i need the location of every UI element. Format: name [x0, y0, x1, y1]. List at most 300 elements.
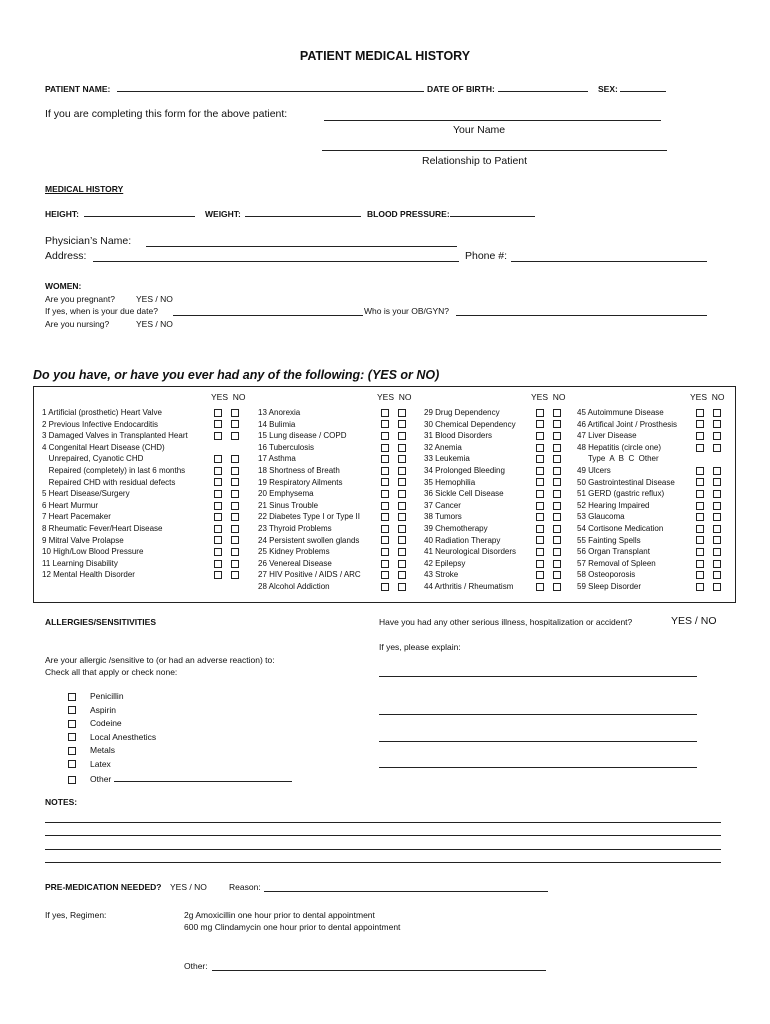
no-checkbox-icon[interactable]: [231, 560, 239, 568]
condition-yes-no: [214, 488, 248, 500]
yes-checkbox-icon[interactable]: [214, 548, 222, 556]
condition-yes-no: [696, 477, 730, 489]
yes-checkbox-icon[interactable]: [536, 513, 544, 521]
condition-yes-no: [214, 477, 248, 489]
condition-label: 50 Gastrointestinal Disease: [577, 477, 675, 487]
condition-label: 57 Removal of Spleen: [577, 558, 656, 568]
condition-yes-no: [214, 511, 248, 523]
no-checkbox-icon[interactable]: [398, 525, 406, 533]
allergy-question-2: Check all that apply or check none:: [45, 667, 178, 677]
condition-yes-no: [536, 477, 570, 489]
illness-explain-line[interactable]: [379, 741, 697, 742]
yes-checkbox-icon[interactable]: [696, 548, 704, 556]
pregnant-yes-no[interactable]: YES / NO: [136, 294, 173, 304]
yes-checkbox-icon[interactable]: [696, 525, 704, 533]
no-checkbox-icon[interactable]: [713, 513, 721, 521]
no-checkbox-icon[interactable]: [398, 455, 406, 463]
weight-field[interactable]: [245, 216, 361, 217]
condition-yes-no: [381, 569, 415, 581]
condition-label: 56 Organ Transplant: [577, 547, 650, 557]
yes-checkbox-icon[interactable]: [381, 444, 389, 452]
condition-label: 45 Autoimmune Disease: [577, 408, 664, 417]
yes-checkbox-icon[interactable]: [696, 432, 704, 440]
relationship-caption: Relationship to Patient: [422, 155, 528, 167]
yes-checkbox-icon[interactable]: [696, 536, 704, 544]
physician-name-label: Physician’s Name:: [45, 235, 132, 247]
condition-yes-no: [696, 535, 730, 547]
condition-yes-no: [381, 430, 415, 442]
no-checkbox-icon[interactable]: [713, 525, 721, 533]
no-checkbox-icon[interactable]: [231, 502, 239, 510]
no-checkbox-icon[interactable]: [553, 444, 561, 452]
due-date-field[interactable]: [173, 315, 363, 316]
condition-label: 10 High/Low Blood Pressure: [42, 547, 144, 557]
yes-checkbox-icon[interactable]: [381, 478, 389, 486]
no-checkbox-icon[interactable]: [398, 478, 406, 486]
patient-name-field[interactable]: [117, 91, 424, 92]
no-checkbox-icon[interactable]: [553, 420, 561, 428]
premed-label: PRE-MEDICATION NEEDED?: [45, 882, 162, 892]
yes-checkbox-icon[interactable]: [696, 444, 704, 452]
due-date-question: If yes, when is your due date?: [45, 306, 158, 316]
condition-label: 34 Prolonged Bleeding: [424, 466, 505, 475]
condition-yes-no: [536, 419, 570, 431]
phone-label: Phone #:: [465, 250, 508, 262]
condition-yes-no: [536, 535, 570, 547]
allergy-item-latex[interactable]: Latex: [68, 758, 292, 772]
checkbox-icon[interactable]: [68, 747, 76, 755]
allergy-item-aspirin[interactable]: Aspirin: [68, 704, 292, 718]
condition-yes-no: [696, 511, 730, 523]
yes-checkbox-icon[interactable]: [536, 420, 544, 428]
condition-label: Type A B C Other: [577, 454, 659, 464]
no-checkbox-icon[interactable]: [713, 432, 721, 440]
height-label: HEIGHT:: [45, 209, 79, 219]
yes-checkbox-icon[interactable]: [696, 583, 704, 591]
condition-yes-no: [214, 419, 248, 431]
no-checkbox-icon[interactable]: [231, 420, 239, 428]
condition-yes-no: [536, 453, 570, 465]
yes-checkbox-icon[interactable]: [696, 571, 704, 579]
no-checkbox-icon[interactable]: [398, 432, 406, 440]
yes-checkbox-icon[interactable]: [536, 560, 544, 568]
no-checkbox-icon[interactable]: [231, 478, 239, 486]
yes-checkbox-icon[interactable]: [214, 432, 222, 440]
yes-checkbox-icon[interactable]: [381, 455, 389, 463]
no-checkbox-icon[interactable]: [398, 490, 406, 498]
no-checkbox-icon[interactable]: [231, 490, 239, 498]
condition-label: 39 Chemotherapy: [424, 524, 488, 533]
yes-checkbox-icon[interactable]: [214, 536, 222, 544]
no-checkbox-icon[interactable]: [553, 502, 561, 510]
condition-yes-no: [536, 465, 570, 477]
no-checkbox-icon[interactable]: [713, 548, 721, 556]
obgyn-question: Who is your OB/GYN?: [364, 306, 450, 316]
checkbox-icon[interactable]: [68, 776, 76, 784]
no-checkbox-icon[interactable]: [398, 536, 406, 544]
condition-yes-no: [214, 569, 248, 581]
condition-label: 25 Kidney Problems: [258, 547, 330, 557]
illness-explain-line[interactable]: [379, 676, 697, 677]
condition-yes-no: [696, 546, 730, 558]
yes-checkbox-icon[interactable]: [536, 490, 544, 498]
condition-label: 5 Heart Disease/Surgery: [42, 489, 130, 499]
yes-checkbox-icon[interactable]: [381, 467, 389, 475]
no-checkbox-icon[interactable]: [713, 444, 721, 452]
no-checkbox-icon[interactable]: [713, 502, 721, 510]
condition-label: 6 Heart Murmur: [42, 500, 99, 510]
checkbox-icon[interactable]: [68, 693, 76, 701]
condition-yes-no: [536, 546, 570, 558]
yes-checkbox-icon[interactable]: [696, 502, 704, 510]
condition-yes-no: [536, 569, 570, 581]
yes-checkbox-icon[interactable]: [696, 560, 704, 568]
condition-yes-no: [214, 407, 248, 419]
yes-checkbox-icon[interactable]: [381, 490, 389, 498]
your-name-field[interactable]: [324, 120, 661, 121]
condition-label: 51 GERD (gastric reflux): [577, 489, 665, 499]
yes-checkbox-icon[interactable]: [536, 455, 544, 463]
allergies-heading: ALLERGIES/SENSITIVITIES: [45, 617, 156, 627]
condition-yes-no: [696, 419, 730, 431]
dob-field[interactable]: [498, 91, 588, 92]
no-checkbox-icon[interactable]: [553, 490, 561, 498]
yes-checkbox-icon[interactable]: [696, 467, 704, 475]
condition-yes-no: [536, 500, 570, 512]
yes-checkbox-icon[interactable]: [696, 420, 704, 428]
no-checkbox-icon[interactable]: [398, 560, 406, 568]
no-checkbox-icon[interactable]: [713, 571, 721, 579]
no-checkbox-icon[interactable]: [398, 502, 406, 510]
no-checkbox-icon[interactable]: [553, 583, 561, 591]
condition-label: 14 Bulimia: [258, 419, 296, 429]
condition-label: 23 Thyroid Problems: [258, 524, 332, 533]
weight-label: WEIGHT:: [205, 209, 241, 219]
condition-yes-no: [696, 558, 730, 570]
yes-checkbox-icon[interactable]: [536, 444, 544, 452]
no-checkbox-icon[interactable]: [231, 536, 239, 544]
condition-yes-no: [696, 488, 730, 500]
yes-checkbox-icon[interactable]: [214, 525, 222, 533]
regimen-other-label: Other:: [184, 961, 208, 971]
condition-yes-no: [381, 511, 415, 523]
condition-label: 52 Hearing Impaired: [577, 500, 650, 510]
patient-name-label: PATIENT NAME:: [45, 84, 111, 94]
no-checkbox-icon[interactable]: [231, 432, 239, 440]
condition-yes-no: [214, 453, 248, 465]
condition-label: 7 Heart Pacemaker: [42, 512, 111, 522]
your-name-caption: Your Name: [453, 124, 506, 136]
no-checkbox-icon[interactable]: [553, 467, 561, 475]
premed-reason-label: Reason:: [229, 882, 261, 892]
no-checkbox-icon[interactable]: [553, 432, 561, 440]
condition-label: 28 Alcohol Addiction: [258, 582, 330, 591]
no-checkbox-icon[interactable]: [398, 467, 406, 475]
no-checkbox-icon[interactable]: [231, 455, 239, 463]
no-checkbox-icon[interactable]: [713, 560, 721, 568]
condition-label: 41 Neurological Disorders: [424, 547, 517, 557]
condition-label: 18 Shortness of Breath: [258, 466, 340, 475]
yes-checkbox-icon[interactable]: [381, 432, 389, 440]
condition-yes-no: [381, 523, 415, 535]
condition-label: 32 Anemia: [424, 442, 462, 452]
condition-yes-no: [381, 546, 415, 558]
nursing-yes-no[interactable]: YES / NO: [136, 319, 173, 329]
yes-checkbox-icon[interactable]: [536, 467, 544, 475]
condition-yes-no: [381, 535, 415, 547]
no-checkbox-icon[interactable]: [713, 490, 721, 498]
condition-yes-no: [381, 581, 415, 593]
allergy-other-field[interactable]: [114, 771, 292, 782]
condition-yes-no: [381, 488, 415, 500]
no-checkbox-icon[interactable]: [398, 444, 406, 452]
yes-checkbox-icon[interactable]: [381, 502, 389, 510]
no-checkbox-icon[interactable]: [553, 478, 561, 486]
notes-line[interactable]: [45, 835, 721, 836]
condition-label: 1 Artificial (prosthetic) Heart Valve: [42, 408, 162, 417]
condition-label: 9 Mitral Valve Prolapse: [42, 535, 124, 545]
no-checkbox-icon[interactable]: [713, 409, 721, 417]
illness-explain-line[interactable]: [379, 714, 697, 715]
yes-checkbox-icon[interactable]: [214, 478, 222, 486]
yes-checkbox-icon[interactable]: [214, 409, 222, 417]
notes-line[interactable]: [45, 862, 721, 863]
condition-yes-no: [536, 581, 570, 593]
yes-checkbox-icon[interactable]: [214, 502, 222, 510]
checkbox-icon[interactable]: [68, 760, 76, 768]
condition-yes-no: [696, 407, 730, 419]
yes-checkbox-icon[interactable]: [214, 455, 222, 463]
condition-label: 27 HIV Positive / AIDS / ARC: [258, 570, 361, 580]
condition-yes-no: [381, 442, 415, 454]
dob-label: DATE OF BIRTH:: [427, 84, 495, 94]
no-checkbox-icon[interactable]: [553, 513, 561, 521]
illness-explain-line[interactable]: [379, 767, 697, 768]
regimen-clindamycin: 600 mg Clindamycin one hour prior to dental appointment: [184, 922, 401, 932]
condition-label: 4 Congenital Heart Disease (CHD): [42, 442, 165, 452]
no-checkbox-icon[interactable]: [713, 536, 721, 544]
address-field[interactable]: [93, 261, 459, 262]
no-checkbox-icon[interactable]: [231, 513, 239, 521]
blood-pressure-field[interactable]: [450, 216, 535, 217]
condition-yes-no: [214, 546, 248, 558]
regimen-amoxicillin: 2g Amoxicillin one hour prior to dental appointment: [184, 910, 375, 920]
condition-yes-no: [381, 477, 415, 489]
condition-label: 20 Emphysema: [258, 489, 314, 499]
condition-yes-no: [381, 419, 415, 431]
nursing-question: Are you nursing?: [45, 319, 110, 329]
condition-label: 12 Mental Health Disorder: [42, 570, 135, 580]
condition-label: 55 Fainting Spells: [577, 535, 641, 545]
no-checkbox-icon[interactable]: [231, 467, 239, 475]
no-checkbox-icon[interactable]: [231, 571, 239, 579]
no-checkbox-icon[interactable]: [398, 420, 406, 428]
condition-yes-no: [536, 558, 570, 570]
condition-yes-no: [536, 407, 570, 419]
condition-label: 26 Venereal Disease: [258, 558, 332, 568]
condition-label: 44 Arthritis / Rheumatism: [424, 582, 514, 591]
sex-label: SEX:: [598, 84, 618, 94]
condition-yes-no: [696, 569, 730, 581]
condition-label: 22 Diabetes Type I or Type II: [258, 512, 360, 522]
checkbox-icon[interactable]: [68, 706, 76, 714]
condition-label: 17 Asthma: [258, 454, 296, 464]
condition-label: 54 Cortisone Medication: [577, 524, 664, 533]
yes-checkbox-icon[interactable]: [214, 490, 222, 498]
yes-checkbox-icon[interactable]: [381, 583, 389, 591]
yes-checkbox-icon[interactable]: [696, 409, 704, 417]
page-title: PATIENT MEDICAL HISTORY: [299, 49, 471, 63]
condition-yes-no: [536, 442, 570, 454]
yes-checkbox-icon[interactable]: [381, 409, 389, 417]
allergy-item-codeine[interactable]: Codeine: [68, 717, 292, 731]
condition-label: Unrepaired, Cyanotic CHD: [42, 454, 144, 464]
col3-yes-no-header: YES NO: [531, 392, 566, 402]
condition-label: 53 Glaucoma: [577, 512, 625, 522]
relationship-field[interactable]: [322, 150, 667, 151]
yes-checkbox-icon[interactable]: [381, 525, 389, 533]
no-checkbox-icon[interactable]: [231, 409, 239, 417]
conditions-question: Do you have, or have you ever had any of the following: (YES or NO): [33, 368, 440, 382]
condition-label: 29 Drug Dependency: [424, 408, 500, 417]
condition-label: 42 Epilepsy: [424, 558, 466, 568]
condition-label: 37 Cancer: [424, 500, 461, 510]
no-checkbox-icon[interactable]: [398, 571, 406, 579]
condition-label: 16 Tuberculosis: [258, 442, 315, 452]
checkbox-icon[interactable]: [68, 733, 76, 741]
condition-yes-no: [696, 581, 730, 593]
condition-label: 11 Learning Disability: [42, 558, 118, 568]
phone-field[interactable]: [511, 261, 707, 262]
premed-reason-field[interactable]: [264, 891, 548, 892]
condition-yes-no: [536, 430, 570, 442]
allergy-item-metals[interactable]: Metals: [68, 744, 292, 758]
condition-yes-no: [696, 500, 730, 512]
yes-checkbox-icon[interactable]: [381, 536, 389, 544]
yes-checkbox-icon[interactable]: [214, 420, 222, 428]
condition-label: 36 Sickle Cell Disease: [424, 489, 504, 499]
col1-yes-no-header: YES NO: [211, 392, 246, 402]
condition-label: 21 Sinus Trouble: [258, 500, 319, 510]
yes-checkbox-icon[interactable]: [214, 571, 222, 579]
condition-yes-no: [214, 523, 248, 535]
condition-label: 40 Radiation Therapy: [424, 535, 501, 545]
condition-yes-no: [696, 430, 730, 442]
condition-label: 33 Leukemia: [424, 454, 470, 464]
no-checkbox-icon[interactable]: [231, 548, 239, 556]
condition-yes-no: [696, 523, 730, 535]
no-checkbox-icon[interactable]: [713, 467, 721, 475]
notes-line[interactable]: [45, 822, 721, 823]
height-field[interactable]: [84, 216, 195, 217]
no-checkbox-icon[interactable]: [398, 548, 406, 556]
yes-checkbox-icon[interactable]: [696, 478, 704, 486]
yes-checkbox-icon[interactable]: [536, 571, 544, 579]
illness-explain-label: If yes, please explain:: [379, 642, 461, 652]
pregnant-question: Are you pregnant?: [45, 294, 115, 304]
yes-checkbox-icon[interactable]: [214, 467, 222, 475]
yes-checkbox-icon[interactable]: [536, 502, 544, 510]
condition-label: 24 Persistent swollen glands: [258, 535, 360, 545]
condition-label: 48 Hepatitis (circle one): [577, 442, 662, 452]
yes-checkbox-icon[interactable]: [381, 420, 389, 428]
allergy-item-other[interactable]: Other: [68, 771, 292, 787]
yes-checkbox-icon[interactable]: [536, 583, 544, 591]
col2-yes-no-header: YES NO: [377, 392, 412, 402]
condition-label: 31 Blood Disorders: [424, 431, 493, 441]
condition-yes-no: [214, 465, 248, 477]
condition-label: 43 Stroke: [424, 570, 459, 580]
sex-field[interactable]: [620, 91, 666, 92]
no-checkbox-icon[interactable]: [713, 420, 721, 428]
yes-checkbox-icon[interactable]: [381, 548, 389, 556]
yes-checkbox-icon[interactable]: [536, 478, 544, 486]
no-checkbox-icon[interactable]: [553, 455, 561, 463]
yes-checkbox-icon[interactable]: [536, 548, 544, 556]
allergy-item-local-anesthetics[interactable]: Local Anesthetics: [68, 731, 292, 745]
yes-checkbox-icon[interactable]: [381, 571, 389, 579]
no-checkbox-icon[interactable]: [398, 583, 406, 591]
condition-label: 19 Respiratory Ailments: [258, 477, 343, 487]
address-label: Address:: [45, 250, 87, 262]
no-checkbox-icon[interactable]: [398, 513, 406, 521]
allergy-item-penicillin[interactable]: Penicillin: [68, 690, 292, 704]
no-checkbox-icon[interactable]: [553, 548, 561, 556]
yes-checkbox-icon[interactable]: [536, 525, 544, 533]
condition-label: 8 Rheumatic Fever/Heart Disease: [42, 524, 163, 533]
yes-checkbox-icon[interactable]: [381, 560, 389, 568]
obgyn-field[interactable]: [456, 315, 707, 316]
premed-yes-no[interactable]: YES / NO: [170, 882, 207, 892]
checkbox-icon[interactable]: [68, 720, 76, 728]
condition-yes-no: [381, 407, 415, 419]
no-checkbox-icon[interactable]: [231, 525, 239, 533]
yes-checkbox-icon[interactable]: [536, 409, 544, 417]
condition-label: 13 Anorexia: [258, 408, 301, 417]
completing-prompt: If you are completing this form for the above patient:: [45, 108, 288, 120]
no-checkbox-icon[interactable]: [713, 478, 721, 486]
condition-yes-no: [381, 453, 415, 465]
no-checkbox-icon[interactable]: [713, 583, 721, 591]
no-checkbox-icon[interactable]: [553, 560, 561, 568]
no-checkbox-icon[interactable]: [553, 536, 561, 544]
physician-name-field[interactable]: [146, 246, 457, 247]
condition-label: 59 Sleep Disorder: [577, 582, 642, 591]
no-checkbox-icon[interactable]: [398, 409, 406, 417]
regimen-other-field[interactable]: [212, 970, 546, 971]
no-checkbox-icon[interactable]: [553, 571, 561, 579]
notes-line[interactable]: [45, 849, 721, 850]
no-checkbox-icon[interactable]: [553, 409, 561, 417]
condition-label: 58 Osteoporosis: [577, 570, 636, 580]
condition-yes-no: [214, 558, 248, 570]
no-checkbox-icon[interactable]: [553, 525, 561, 533]
yes-checkbox-icon[interactable]: [696, 490, 704, 498]
yes-checkbox-icon[interactable]: [381, 513, 389, 521]
condition-yes-no: [536, 488, 570, 500]
women-heading: WOMEN:: [45, 281, 82, 291]
yes-checkbox-icon[interactable]: [696, 513, 704, 521]
allergy-question-1: Are your allergic /sensitive to (or had an adverse reaction) to:: [45, 655, 275, 665]
col4-yes-no-header: YES NO: [690, 392, 725, 402]
yes-checkbox-icon[interactable]: [536, 536, 544, 544]
yes-checkbox-icon[interactable]: [536, 432, 544, 440]
yes-checkbox-icon[interactable]: [214, 560, 222, 568]
illness-yes-no[interactable]: YES / NO: [671, 615, 717, 627]
yes-checkbox-icon[interactable]: [214, 513, 222, 521]
condition-yes-no: [696, 465, 730, 477]
condition-yes-no: [381, 500, 415, 512]
